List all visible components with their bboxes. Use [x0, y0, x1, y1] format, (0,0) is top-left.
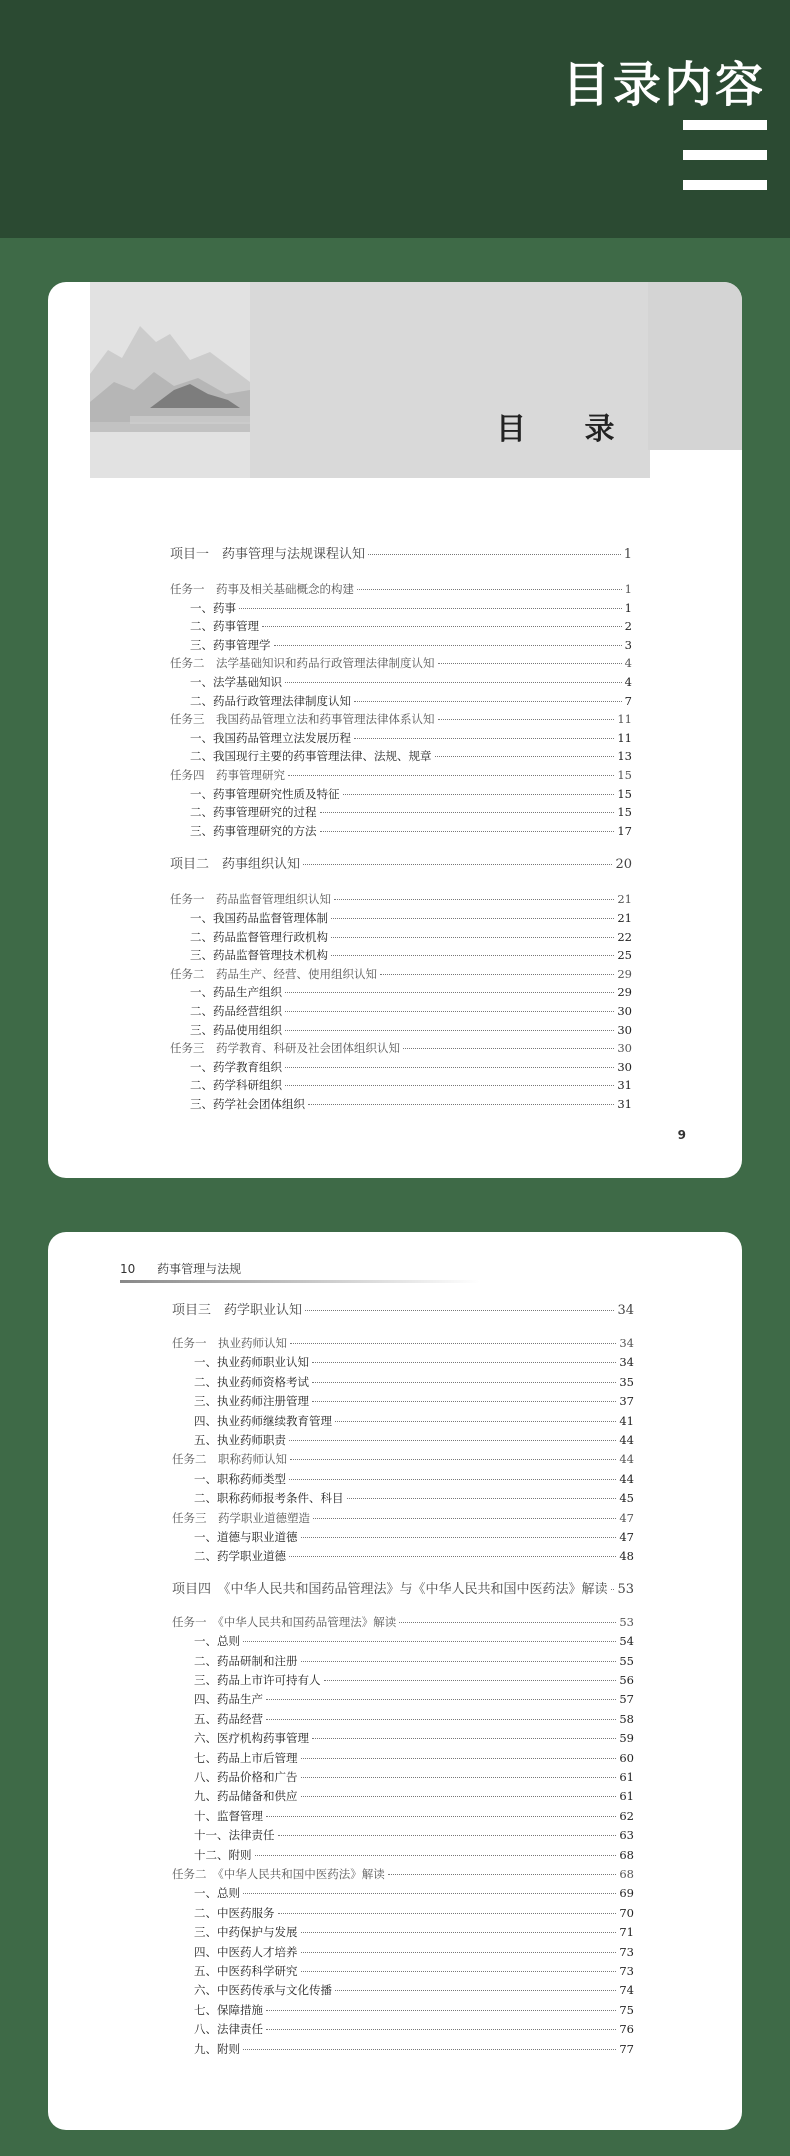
dot-leader — [324, 1680, 617, 1681]
toc-item-page: 45 — [619, 1491, 634, 1506]
toc-item-title: 二、药品研制和注册 — [194, 1653, 298, 1668]
dot-leader — [388, 1874, 617, 1875]
toc-item-page: 41 — [619, 1413, 634, 1428]
toc-item-page: 31 — [617, 1097, 632, 1111]
toc-item-page: 61 — [619, 1770, 634, 1784]
toc-item-page: 59 — [619, 1731, 634, 1746]
toc-item[interactable] — [194, 2020, 634, 2038]
toc-item-title: 一、总则 — [194, 1634, 240, 1649]
toc-item-title: 四、中医药人才培养 — [194, 1944, 298, 1959]
dot-leader — [308, 1104, 614, 1105]
toc-item-page: 21 — [617, 911, 632, 925]
toc-task-page: 11 — [617, 712, 632, 727]
dot-leader — [301, 1971, 617, 1972]
toc-item-page: 48 — [619, 1549, 634, 1564]
toc-item-page: 58 — [619, 1711, 634, 1726]
dot-leader — [334, 899, 614, 900]
toc-item-title: 一、执业药师职业认知 — [194, 1355, 309, 1370]
dot-leader — [301, 1932, 617, 1933]
dot-leader — [243, 1893, 616, 1894]
toc-item[interactable] — [194, 1489, 634, 1507]
toc-item-page: 35 — [619, 1374, 634, 1389]
dot-leader — [331, 955, 614, 956]
dot-leader — [320, 831, 615, 832]
toc-item-title: 四、药品生产 — [194, 1692, 263, 1707]
toc-title: 目 录 — [496, 412, 639, 447]
toc-item-page: 44 — [619, 1471, 634, 1486]
dot-leader — [354, 738, 614, 739]
toc-item-page: 25 — [617, 948, 632, 963]
toc-section[interactable] — [170, 546, 632, 564]
toc-item-title: 一、药事管理研究性质及特征 — [190, 786, 340, 801]
toc-task-title: 任务三 我国药品管理立法和药事管理法律体系认知 — [170, 712, 435, 727]
toc-item-title: 十一、法律责任 — [194, 1828, 275, 1843]
toc-item-page: 70 — [619, 1905, 634, 1920]
toc-section-page: 20 — [615, 857, 632, 873]
toc-item-page: 2 — [624, 619, 632, 634]
toc-item-title: 三、药品使用组织 — [190, 1022, 282, 1037]
toc-item[interactable] — [194, 1729, 634, 1747]
toc-task[interactable] — [170, 890, 632, 908]
toc-item-title: 二、药学科研组织 — [190, 1078, 282, 1093]
toc-item[interactable] — [190, 599, 632, 617]
toc-section-title: 项目四 《中华人民共和国药品管理法》与《中华人民共和国中医药法》解读 — [172, 1581, 608, 1597]
toc-item-title: 二、职称药师报考条件、科目 — [194, 1491, 344, 1506]
toc-item-title: 一、总则 — [194, 1886, 240, 1901]
dot-leader — [313, 1518, 616, 1519]
dot-leader — [312, 1382, 616, 1383]
dot-leader — [357, 589, 622, 590]
toc-item[interactable] — [190, 729, 632, 747]
toc-item[interactable] — [194, 1923, 634, 1941]
toc-item-title: 三、药事管理研究的方法 — [190, 823, 317, 838]
dot-leader — [305, 1310, 614, 1311]
toc-item-title: 一、我国药品监督管理体制 — [190, 911, 328, 925]
toc-item-title: 三、药品上市许可持有人 — [194, 1673, 321, 1687]
dot-leader — [403, 1048, 614, 1049]
toc-item-page: 68 — [619, 1847, 634, 1862]
toc-item[interactable] — [194, 1547, 634, 1565]
toc-section-page: 1 — [623, 547, 632, 562]
menu-icon[interactable] — [683, 120, 767, 190]
toc-item-page: 56 — [619, 1673, 634, 1687]
toc-item[interactable] — [194, 2001, 634, 2019]
toc-item-title: 八、法律责任 — [194, 2022, 263, 2037]
toc-item[interactable] — [190, 946, 632, 964]
toc-item[interactable] — [194, 1962, 634, 1980]
toc-item[interactable] — [194, 1690, 634, 1708]
dot-leader — [278, 1835, 617, 1836]
toc-item-title: 二、药品监督管理行政机构 — [190, 929, 328, 944]
dot-leader — [301, 1796, 617, 1797]
toc-item[interactable] — [194, 1412, 634, 1430]
dot-leader — [285, 1067, 614, 1068]
dot-leader — [301, 1758, 617, 1759]
dot-leader — [266, 1719, 616, 1720]
dot-leader — [285, 992, 614, 993]
toc-item-title: 一、药学教育组织 — [190, 1059, 282, 1074]
toc-task-title: 任务一 执业药师认知 — [172, 1336, 287, 1350]
toc-task-title: 任务一 《中华人民共和国药品管理法》解读 — [172, 1614, 397, 1629]
toc-item-page: 29 — [617, 985, 632, 1000]
toc-item-page: 30 — [617, 1059, 632, 1074]
page-number: 9 — [677, 1128, 686, 1142]
dot-leader — [243, 1641, 616, 1642]
toc-item-page: 73 — [619, 1964, 634, 1978]
toc-task-page: 47 — [619, 1510, 634, 1525]
toc-item[interactable] — [190, 1002, 632, 1020]
dot-leader — [289, 1479, 616, 1480]
toc-item-title: 一、法学基础知识 — [190, 675, 282, 689]
toc-task[interactable] — [172, 1865, 634, 1883]
toc-item[interactable] — [190, 909, 632, 927]
running-page-number: 10 — [120, 1262, 136, 1276]
toc-item[interactable] — [194, 1671, 634, 1689]
toc-item[interactable] — [194, 1470, 634, 1488]
toc-item[interactable] — [194, 1904, 634, 1922]
toc-item-page: 61 — [619, 1789, 634, 1804]
dot-leader — [255, 1855, 617, 1856]
toc-item-title: 一、我国药品管理立法发展历程 — [190, 730, 351, 745]
toc-item[interactable] — [194, 1943, 634, 1961]
toc-task-title: 任务二 职称药师认知 — [172, 1452, 287, 1467]
toc-item-title: 五、中医药科学研究 — [194, 1964, 298, 1978]
toc-item[interactable] — [194, 1353, 634, 1371]
toc-item-title: 四、执业药师继续教育管理 — [194, 1413, 332, 1428]
dot-leader — [320, 812, 615, 813]
mountain-ink-painting — [90, 282, 250, 478]
dot-leader — [312, 1401, 616, 1402]
toc-task-title: 任务二 《中华人民共和国中医药法》解读 — [172, 1867, 385, 1881]
toc-item-page: 15 — [617, 786, 632, 801]
toc-task-page: 68 — [619, 1867, 634, 1881]
toc-task-page: 34 — [619, 1336, 634, 1350]
toc-item[interactable] — [194, 1884, 634, 1902]
dot-leader — [243, 2049, 616, 2050]
running-header — [120, 1260, 259, 1277]
toc-section-title: 项目一 药事管理与法规课程认知 — [170, 547, 366, 562]
toc-item[interactable] — [194, 1826, 634, 1844]
toc-page-10 — [48, 1232, 742, 2130]
toc-task-page: 21 — [617, 892, 632, 907]
toc-item[interactable] — [190, 692, 632, 710]
dot-leader — [274, 645, 622, 646]
toc-task[interactable] — [170, 965, 632, 983]
dot-leader — [290, 1459, 616, 1460]
dot-leader — [285, 1011, 614, 1012]
toc-item-title: 一、职称药师类型 — [194, 1471, 286, 1486]
toc-item[interactable] — [190, 983, 632, 1001]
toc-item-title: 一、药品生产组织 — [190, 985, 282, 1000]
header-rule — [120, 1280, 480, 1283]
dot-leader — [335, 1990, 616, 1991]
toc-task-title: 任务三 药学教育、科研及社会团体组织认知 — [170, 1041, 400, 1056]
dot-leader — [331, 918, 614, 919]
toc-item-title: 十、监督管理 — [194, 1808, 263, 1823]
toc-section[interactable] — [172, 1581, 634, 1599]
toc-item-title: 三、药品监督管理技术机构 — [190, 948, 328, 963]
toc-task-page: 15 — [617, 768, 632, 782]
toc-item[interactable] — [190, 1058, 632, 1076]
toc-item[interactable] — [194, 1528, 634, 1546]
toc-task[interactable] — [172, 1509, 634, 1527]
dot-leader — [435, 756, 615, 757]
toc-item-page: 69 — [619, 1886, 634, 1901]
toc-item-title: 二、药事管理 — [190, 619, 259, 634]
toc-item-title: 七、药品上市后管理 — [194, 1750, 298, 1765]
banner-accent — [648, 282, 742, 450]
toc-item-title: 二、药事管理研究的过程 — [190, 805, 317, 820]
toc-item[interactable] — [190, 673, 632, 691]
toc-task-page: 4 — [624, 656, 632, 671]
toc-item-page: 1 — [624, 600, 632, 615]
toc-section-page: 53 — [617, 1581, 634, 1597]
toc-task-page: 29 — [617, 966, 632, 981]
dot-leader — [278, 1913, 617, 1914]
toc-task-title: 任务一 药品监督管理组织认知 — [170, 892, 331, 907]
dot-leader — [312, 1738, 616, 1739]
dot-leader — [354, 701, 622, 702]
toc-task-title: 任务二 药品生产、经营、使用组织认知 — [170, 966, 377, 981]
toc-task[interactable] — [170, 580, 632, 598]
toc-item-page: 55 — [619, 1653, 634, 1668]
toc-task-title: 任务三 药学职业道德塑造 — [172, 1510, 310, 1525]
toc-item-page: 73 — [619, 1944, 634, 1959]
toc-task-page: 53 — [619, 1614, 634, 1629]
toc-task[interactable] — [170, 710, 632, 728]
toc-item-page: 4 — [624, 675, 632, 689]
toc-item[interactable] — [194, 1392, 634, 1410]
page-header — [0, 0, 790, 238]
toc-item-page: 47 — [619, 1530, 634, 1544]
dot-leader — [289, 1556, 616, 1557]
toc-item-title: 三、药事管理学 — [190, 637, 271, 652]
toc-item-page: 63 — [619, 1828, 634, 1843]
toc-item[interactable] — [194, 1807, 634, 1825]
toc-item[interactable] — [194, 1652, 634, 1670]
dot-leader — [288, 775, 614, 776]
dot-leader — [301, 1661, 617, 1662]
dot-leader — [301, 1537, 617, 1538]
toc-task[interactable] — [172, 1450, 634, 1468]
toc-task-title: 任务一 药事及相关基础概念的构建 — [170, 582, 354, 596]
toc-item[interactable] — [190, 822, 632, 840]
dot-leader — [303, 864, 612, 865]
dot-leader — [285, 1030, 614, 1031]
toc-item-title: 一、道德与职业道德 — [194, 1530, 298, 1544]
dot-leader — [285, 682, 622, 683]
toc-item-page: 30 — [617, 1004, 632, 1018]
dot-leader — [368, 554, 621, 555]
dot-leader — [266, 2029, 616, 2030]
toc-item[interactable] — [190, 1021, 632, 1039]
toc-item-title: 六、中医药传承与文化传播 — [194, 1983, 332, 1998]
toc-item-page: 57 — [619, 1692, 634, 1707]
dot-leader — [266, 1816, 616, 1817]
toc-item-page: 71 — [619, 1925, 634, 1940]
toc-task-page: 1 — [624, 582, 632, 596]
toc-item-page: 11 — [617, 730, 632, 745]
toc-item-title: 八、药品价格和广告 — [194, 1770, 298, 1784]
toc-item[interactable] — [190, 747, 632, 765]
toc-item[interactable] — [190, 617, 632, 635]
dot-leader — [335, 1421, 616, 1422]
toc-item-title: 七、保障措施 — [194, 2002, 263, 2017]
toc-task-page: 44 — [619, 1452, 634, 1467]
toc-item-title: 二、中医药服务 — [194, 1905, 275, 1920]
toc-item-page: 44 — [619, 1433, 634, 1447]
toc-item-title: 一、药事 — [190, 600, 236, 615]
toc-item-title: 二、药品经营组织 — [190, 1004, 282, 1018]
toc-item-page: 7 — [624, 693, 632, 708]
toc-item-page: 22 — [617, 929, 632, 944]
toc-item-page: 31 — [617, 1078, 632, 1093]
dot-leader — [266, 1699, 616, 1700]
toc-item-title: 五、执业药师职责 — [194, 1433, 286, 1447]
toc-task-title: 任务二 法学基础知识和药品行政管理法律制度认知 — [170, 656, 435, 671]
dot-leader — [312, 1362, 616, 1363]
toc-item-page: 34 — [619, 1355, 634, 1370]
toc-item[interactable] — [194, 2040, 634, 2058]
toc-item-page: 3 — [624, 637, 632, 652]
toc-item-title: 二、我国现行主要的药事管理法律、法规、规章 — [190, 749, 432, 764]
dot-leader — [380, 974, 614, 975]
dot-leader — [285, 1085, 614, 1086]
dot-leader — [266, 2010, 616, 2011]
dot-leader — [611, 1589, 615, 1590]
toc-item-title: 九、药品储备和供应 — [194, 1789, 298, 1804]
toc-section-title: 项目三 药学职业认知 — [172, 1303, 303, 1318]
toc-item[interactable] — [190, 928, 632, 946]
toc-item-title: 五、药品经营 — [194, 1711, 263, 1726]
toc-item-title: 九、附则 — [194, 2041, 240, 2056]
toc-task[interactable] — [170, 1039, 632, 1057]
toc-item-page: 17 — [617, 823, 632, 838]
toc-item-page: 37 — [619, 1394, 634, 1409]
toc-task[interactable] — [172, 1334, 634, 1352]
toc-task[interactable] — [172, 1613, 634, 1631]
dot-leader — [331, 937, 614, 938]
toc-task[interactable] — [170, 766, 632, 784]
dot-leader — [262, 626, 622, 627]
dot-leader — [438, 663, 622, 664]
toc-task[interactable] — [170, 654, 632, 672]
dot-leader — [347, 1498, 617, 1499]
toc-item-page: 74 — [619, 1983, 634, 1998]
toc-item-page: 76 — [619, 2022, 634, 2037]
dot-leader — [301, 1952, 617, 1953]
dot-leader — [399, 1622, 616, 1623]
toc-item[interactable] — [194, 1632, 634, 1650]
toc-item[interactable] — [194, 1710, 634, 1728]
toc-item[interactable] — [190, 1095, 632, 1113]
toc-item[interactable] — [190, 636, 632, 654]
toc-item-page: 60 — [619, 1750, 634, 1765]
toc-item-page: 15 — [617, 805, 632, 820]
toc-task-title: 任务四 药事管理研究 — [170, 768, 285, 782]
toc-item-title: 三、中药保护与发展 — [194, 1925, 298, 1940]
dot-leader — [343, 794, 615, 795]
toc-item-title: 二、药品行政管理法律制度认知 — [190, 693, 351, 708]
page-title: 目录内容 — [561, 57, 766, 113]
dot-leader — [301, 1777, 617, 1778]
toc-item[interactable] — [190, 803, 632, 821]
toc-item-title: 二、执业药师资格考试 — [194, 1374, 309, 1389]
dot-leader — [239, 608, 622, 609]
toc-item-page: 62 — [619, 1808, 634, 1823]
toc-item-page: 75 — [619, 2002, 634, 2017]
toc-item[interactable] — [194, 1981, 634, 1999]
running-title: 药事管理与法规 — [157, 1262, 242, 1276]
dot-leader — [290, 1343, 616, 1344]
toc-item[interactable] — [194, 1846, 634, 1864]
toc-section-title: 项目二 药事组织认知 — [170, 857, 301, 873]
toc-item-title: 六、医疗机构药事管理 — [194, 1731, 309, 1746]
dot-leader — [438, 719, 615, 720]
toc-item[interactable] — [194, 1431, 634, 1449]
toc-item-page: 77 — [619, 2041, 634, 2056]
toc-item[interactable] — [194, 1749, 634, 1767]
toc-section-page: 34 — [617, 1303, 634, 1318]
toc-item-title: 三、执业药师注册管理 — [194, 1394, 309, 1409]
toc-item-title: 二、药学职业道德 — [194, 1549, 286, 1564]
toc-section[interactable] — [172, 1302, 634, 1320]
toc-item[interactable] — [194, 1768, 634, 1786]
toc-item-page: 13 — [617, 749, 632, 764]
toc-item[interactable] — [194, 1373, 634, 1391]
toc-item-page: 54 — [619, 1634, 634, 1649]
toc-item[interactable] — [190, 785, 632, 803]
toc-section[interactable] — [170, 856, 632, 874]
toc-item-title: 三、药学社会团体组织 — [190, 1097, 305, 1111]
toc-task-page: 30 — [617, 1041, 632, 1056]
dot-leader — [289, 1440, 616, 1441]
toc-item[interactable] — [190, 1076, 632, 1094]
toc-page-9 — [48, 282, 742, 1178]
toc-item-title: 十二、附则 — [194, 1847, 252, 1862]
toc-item-page: 30 — [617, 1022, 632, 1037]
toc-item[interactable] — [194, 1787, 634, 1805]
